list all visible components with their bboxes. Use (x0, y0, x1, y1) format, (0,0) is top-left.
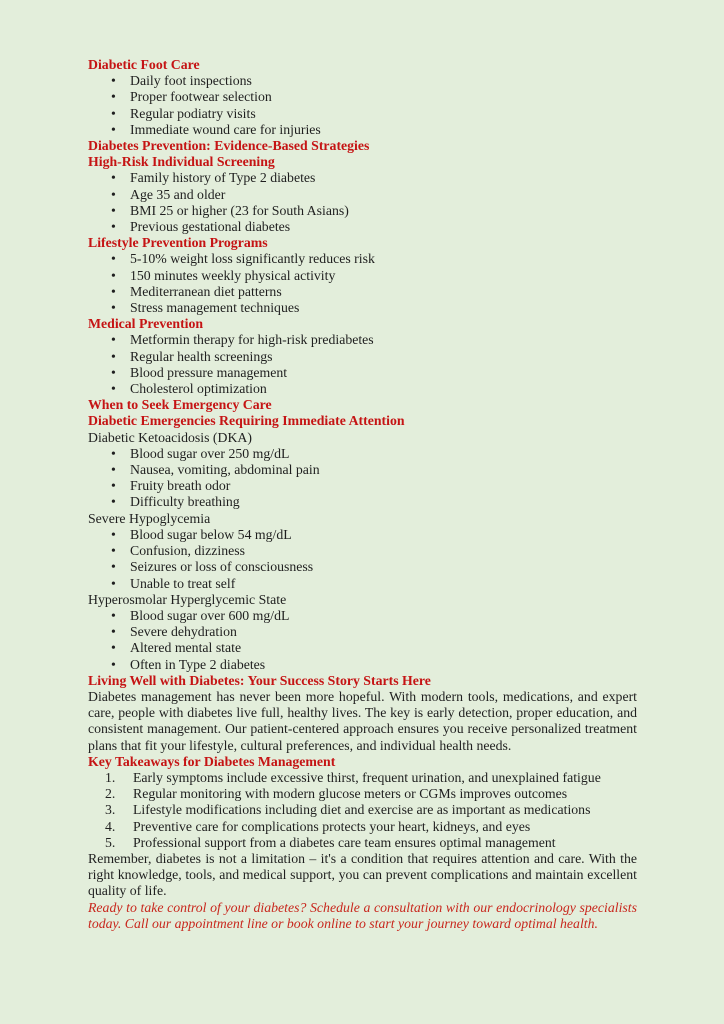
list-item: • Difficulty breathing (88, 494, 637, 510)
bullet-list (88, 446, 637, 511)
bullet-list (88, 332, 637, 397)
list-item: • Proper footwear selection (88, 89, 637, 105)
list-item: • Stress management techniques (88, 300, 637, 316)
list-item: • 5-10% weight loss significantly reduces risk (88, 251, 637, 267)
cta-text: Ready to take control of your diabetes? Schedule a consultation with our endocrinology specialists today. Call our appointment line or book online to start your journey toward optimal health. (88, 899, 637, 931)
list-item: • Blood sugar over 250 mg/dL (88, 446, 637, 462)
bullet-list (88, 251, 637, 316)
list-item: • Altered mental state (88, 640, 637, 656)
section-heading: Medical Prevention (88, 316, 204, 332)
section-heading: Lifestyle Prevention Programs (88, 235, 268, 251)
list-item: • Blood pressure management (88, 365, 637, 381)
list-item: • Nausea, vomiting, abdominal pain (88, 462, 637, 478)
list-item: • Severe dehydration (88, 624, 637, 640)
list-item: • Mediterranean diet patterns (88, 284, 637, 300)
sub-heading: Diabetic Ketoacidosis (DKA) (88, 429, 252, 445)
list-item: • Daily foot inspections (88, 73, 637, 89)
list-item: • Metformin therapy for high-risk prediabetes (88, 332, 637, 348)
section-heading: High-Risk Individual Screening (88, 154, 275, 170)
sub-heading: Hyperosmolar Hyperglycemic State (88, 591, 287, 607)
bullet-list (88, 608, 637, 673)
list-item: • Family history of Type 2 diabetes (88, 170, 637, 186)
list-item: Lifestyle modifications including diet and exercise are as important as medications (133, 802, 591, 818)
list-item: • Unable to treat self (88, 576, 637, 592)
list-item: • Seizures or loss of consciousness (88, 559, 637, 575)
list-item: • 150 minutes weekly physical activity (88, 268, 637, 284)
list-item: • BMI 25 or higher (23 for South Asians) (88, 203, 637, 219)
list-item: Regular monitoring with modern glucose meters or CGMs improves outcomes (133, 786, 568, 802)
bullet-list (88, 527, 637, 592)
body-paragraph: Diabetes management has never been more hopeful. With modern tools, medications, and expert care, people with diabetes live full, healthy lives. The key is early detection, proper education, and consistent management. Our patient-centered approach ensures you receive personalized treatment plans that fit your lifestyle, cultural preferences, and individual health needs. (88, 688, 637, 753)
sub-heading: Severe Hypoglycemia (88, 510, 211, 526)
body-paragraph: Remember, diabetes is not a limitation – it's a condition that requires attention and care. With the right knowledge, tools, and medical support, you can prevent complications and maintain excellent quality of life. (88, 850, 637, 899)
list-item: Professional support from a diabetes care team ensures optimal management (133, 834, 556, 850)
list-item: • Blood sugar over 600 mg/dL (88, 608, 637, 624)
numbered-list (88, 770, 637, 851)
bullet-list (88, 73, 637, 138)
list-item: • Age 35 and older (88, 187, 637, 203)
list-item: • Blood sugar below 54 mg/dL (88, 527, 637, 543)
list-item: • Confusion, dizziness (88, 543, 637, 559)
bullet-list (88, 170, 637, 235)
section-heading: Diabetic Emergencies Requiring Immediate Attention (88, 413, 405, 429)
list-item: • Cholesterol optimization (88, 381, 637, 397)
list-item: • Previous gestational diabetes (88, 219, 637, 235)
list-item: • Regular health screenings (88, 349, 637, 365)
list-item: Preventive care for complications protects your heart, kidneys, and eyes (133, 818, 531, 834)
list-item: • Regular podiatry visits (88, 106, 637, 122)
list-item: • Immediate wound care for injuries (88, 122, 637, 138)
section-heading: Diabetes Prevention: Evidence-Based Strategies (88, 138, 370, 154)
section-heading: Living Well with Diabetes: Your Success Story Starts Here (88, 672, 431, 688)
section-heading: Diabetic Foot Care (88, 57, 200, 72)
section-heading: Key Takeaways for Diabetes Management (88, 753, 336, 769)
section-heading: When to Seek Emergency Care (88, 397, 272, 413)
list-item: • Fruity breath odor (88, 478, 637, 494)
list-item: Early symptoms include excessive thirst, frequent urination, and unexplained fatigue (133, 769, 601, 785)
list-item: • Often in Type 2 diabetes (88, 657, 637, 673)
